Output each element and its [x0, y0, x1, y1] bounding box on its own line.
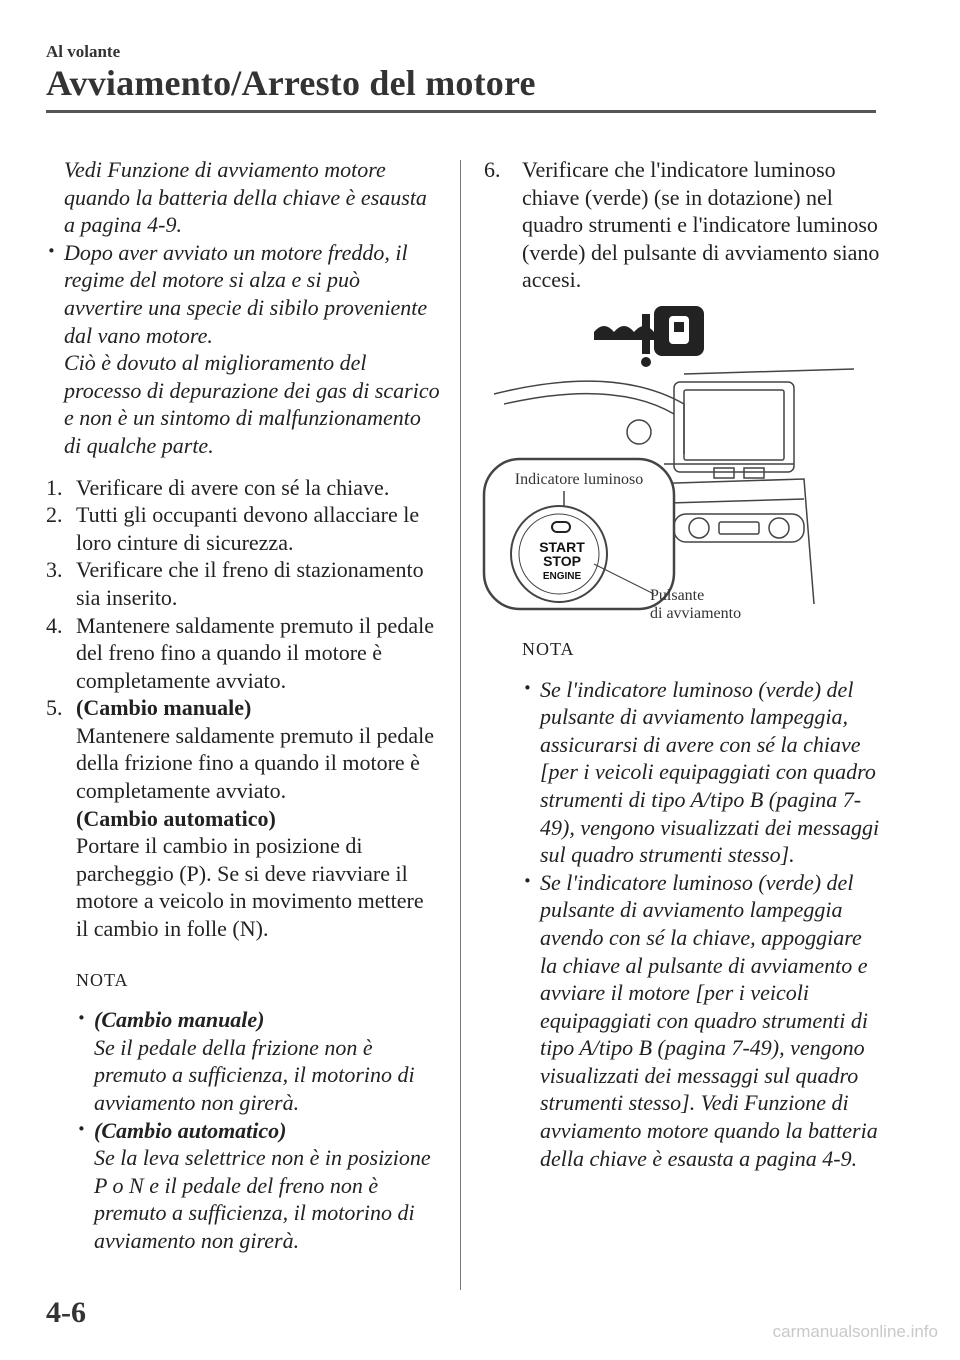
- start-button-illustration: [474, 304, 864, 634]
- nota-item: · Se l'indicatore luminoso (verde) del pulsante di avviamento lampeggia, assicurarsi di avere con sé la chiave [per i veicoli equipaggiati con quadro strumenti di tipo A/tipo B (pagina 7-49), vengono visualizzati dei messaggi sul quadro strumenti stesso].: [522, 676, 884, 869]
- nota-item: · Se l'indicatore luminoso (verde) del pulsante di avviamento lampeggia avendo con sé la chiave, appoggiare la chiave al pulsante di avviamento e avviare il motore [per i veicoli equipaggiati con quadro strumenti di tipo A/tipo B (pagina 7-49), vengono visualizzati dei messaggi sul quadro strumenti stesso]. Vedi Funzione di avviamento motore quando la batteria della chiave è esausta a pagina 4-9.: [522, 869, 884, 1173]
- nota-item: · (Cambio automatico) Se la leva selettrice non è in posizione P o N e il pedale del freno non è premuto a sufficienza, il motorino di avviamento non girerà.: [76, 1117, 441, 1255]
- nota-label-right: NOTA: [522, 638, 575, 659]
- nota-item: · (Cambio manuale) Se il pedale della frizione non è premuto a sufficienza, il motorino di avviamento non girerà.: [76, 1006, 441, 1116]
- start-text: START: [539, 538, 585, 555]
- nota-list: [76, 1006, 441, 1254]
- auto-heading: (Cambio automatico): [76, 805, 276, 831]
- nota-label: NOTA: [76, 969, 129, 990]
- engine-text: ENGINE: [542, 570, 582, 582]
- button-label-line1: Pulsante: [650, 586, 705, 604]
- manual-heading: (Cambio manuale): [76, 695, 252, 721]
- step-item-5: 5. (Cambio manuale) Mantenere saldamente premuto il pedale della frizione fino a quando il motore è completamente avviato. (Cambio automatico) Portare il cambio in posizione di parcheggio (P). Se si deve riavviare il motore a veicolo in movimento mettere il cambio in folle (N).: [46, 694, 441, 942]
- watermark: carmanualsonline.info: [772, 1322, 938, 1341]
- stop-text: STOP: [543, 552, 581, 569]
- column-divider: [460, 160, 461, 1290]
- step-item: 4. Mantenere saldamente premuto il pedale del freno fino a quando il motore è completamente avviato.: [46, 612, 434, 693]
- cold-start-explanation: Ciò è dovuto al miglioramento del processo di depurazione dei gas di scarico e non è un sintomo di malfunzionamento di qualche parte.: [64, 350, 440, 458]
- page-number: 4-6: [46, 1296, 86, 1329]
- section-label: Al volante: [46, 42, 121, 61]
- magnified-button-callout: [484, 459, 741, 622]
- continued-note: Vedi Funzione di avviamento motore quando la batteria della chiave è esausta a pagina 4-9.: [64, 157, 427, 238]
- right-column: [484, 156, 884, 1172]
- cold-start-text: · Dopo aver avviato un motore freddo, il regime del motore si alza e si può avvertire una specie di sibilo proveniente dal vano motore.: [64, 239, 428, 348]
- auto-text: Portare il cambio in posizione di parcheggio (P). Se si deve riavviare il motore a veicolo in movimento mettere il cambio in folle (N).: [76, 833, 424, 942]
- manual-text: Mantenere saldamente premuto il pedale della frizione fino a quando il motore è completamente avviato.: [76, 722, 434, 804]
- indicator-label: Indicatore luminoso: [514, 470, 644, 488]
- button-label-line2: di avviamento: [650, 604, 742, 622]
- left-column: [46, 156, 441, 1255]
- cold-start-note: [46, 239, 441, 460]
- page-title: Avviamento/Arresto del motore: [46, 63, 536, 103]
- header-divider: [46, 110, 876, 113]
- step-item: 1. Verificare di avere con sé la chiave.: [46, 474, 390, 500]
- step-item: 3. Verificare che il freno di stazionamento sia inserito.: [46, 557, 424, 610]
- step-item-6: 6. Verificare che l'indicatore luminoso chiave (verde) (se in dotazione) nel quadro strumenti e l'indicatore luminoso (verde) del pulsante di avviamento siano accesi.: [484, 157, 880, 293]
- nota-list-right: [522, 676, 884, 1173]
- steps-list: [46, 474, 441, 943]
- key-indicator-icon: [594, 306, 704, 367]
- step-item: 2. Tutti gli occupanti devono allacciare le loro cinture di sicurezza.: [46, 502, 420, 555]
